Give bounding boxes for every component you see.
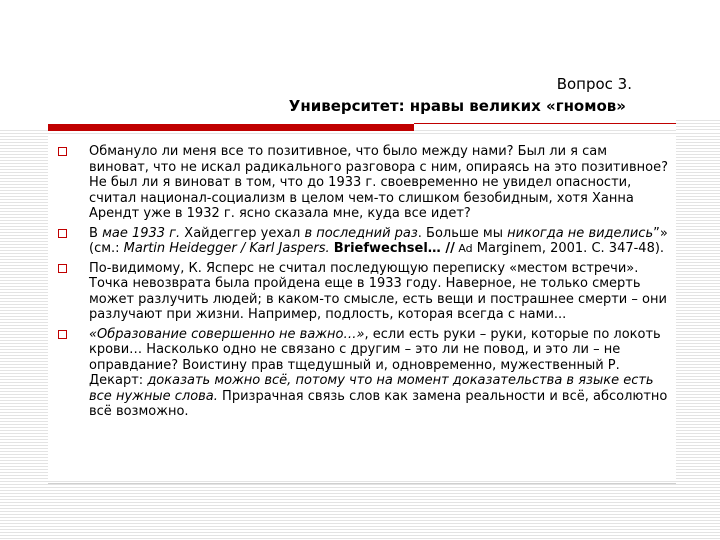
- bullet-text-part: В: [89, 225, 103, 241]
- striped-background-header-edge: [676, 118, 720, 132]
- bullet-item-2: [48, 226, 676, 257]
- bullet-text-italic: никогда не виделись: [507, 225, 654, 241]
- bullet-item-3: [48, 261, 676, 323]
- content-bottom-divider: [48, 483, 676, 484]
- square-bullet-icon: [58, 229, 67, 238]
- slide-title: Университет: нравы великих «гномов»: [288, 97, 626, 115]
- bullet-text-part: ”» (см.:: [89, 225, 668, 256]
- bullet-text-italic: мае 1933 г.: [102, 225, 181, 241]
- slide-content: [48, 136, 676, 481]
- bullet-text-italic: Martin Heidegger / Karl Jaspers.: [123, 241, 330, 256]
- bullet-text-italic: доказать можно всё, потому что на момент доказательства в языке есть все нужные слова.: [89, 373, 654, 404]
- bullet-text-italic: в последний раз: [304, 225, 418, 241]
- bullet-text-part: Призрачная связь слов как замена реальности и всё, абсолютно всё возможно.: [89, 388, 668, 419]
- bullet-text: Обмануло ли меня все то позитивное, что было между нами? Был ли я сам виноват, что не искал радикального разговора с ним, опираясь на это позитивное? Не был ли я виноват в том, что до 1933 г. своевременно не увидел опасности, считал национал-социализм в целом чем-то слишком безобидным, хотя Ханна Арендт уже в 1932 г. ясно сказала мне, куда все идет?: [89, 144, 668, 221]
- slide-number-label: Вопрос 3.: [556, 75, 632, 93]
- bullet-list: [48, 136, 676, 420]
- square-bullet-icon: [58, 264, 67, 273]
- bullet-text: По-видимому, К. Ясперс не считал последующую переписку «местом встречи». Точка невозврата была пройдена еще в 1933 году. Наверное, не только смерть может разлучить людей; в каком-то смысле, есть вещи и пострашнее смерти – они разлучают при жизни. Например, подлость, которая всегда с нами...: [89, 260, 667, 322]
- bullet-text-italic: «Образование совершенно не важно…»: [89, 326, 365, 342]
- square-bullet-icon: [58, 330, 67, 339]
- bullet-text-small: Ad: [454, 242, 473, 255]
- title-underline: [414, 123, 676, 124]
- square-bullet-icon: [58, 147, 67, 156]
- bullet-item-4: [48, 327, 676, 420]
- bullet-text-bold: Briefwechsel… //: [333, 241, 455, 256]
- bullet-text-part: Хайдеггер уехал: [180, 225, 305, 241]
- bullet-text-part: Marginem, 2001. С. 347-48).: [472, 241, 665, 256]
- title-accent-bar: [48, 124, 414, 131]
- bullet-text-part: , если есть руки – руки, которые по локоть крови… Насколько одно не связано с другим – это ли не повод, и это ли – не оправдание? Воистину прав тщедушный и, одновременно, мужественный Р. Декарт:: [89, 326, 661, 388]
- bullet-text-part: . Больше мы: [417, 225, 508, 241]
- bullet-item-1: [48, 144, 676, 222]
